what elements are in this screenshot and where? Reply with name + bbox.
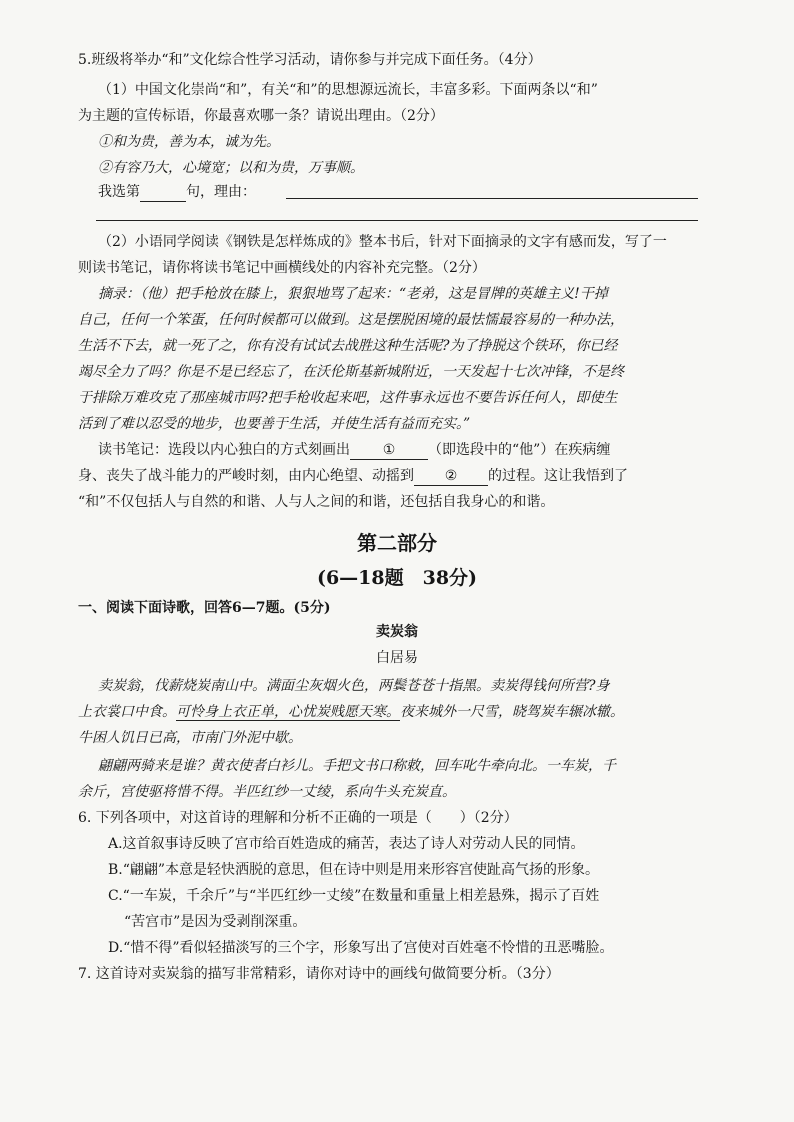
note-blank-1[interactable]: ① [350, 441, 428, 460]
choose-mid: 句，理由： [186, 184, 256, 200]
q5-stem: 5.班级将举办“和”文化综合性学习活动，请你参与并完成下面任务。（4分） [78, 52, 542, 68]
q5-part1-line2: 为主题的宣传标语，你最喜欢哪一条？请说出理由。（2分） [78, 108, 444, 124]
poem-line-3: 牛困人饥日已高，市南门外泥中歇。 [78, 730, 302, 746]
poem-line-2b: 夜来城外一尺雪，晓驾炭车辗冰辙。 [400, 704, 624, 720]
note-line-1 [98, 440, 610, 460]
q5-option1: ①和为贵，善为本，诚为先。 [98, 134, 280, 150]
excerpt-line-5: 于排除万难攻克了那座城市吗?把手枪收起来吧，这件事永远也不要告诉任何人，即使生 [78, 390, 618, 406]
note-line-3: “和”不仅包括人与自然的和谐、人与人之间的和谐，还包括自我身心的和谐。 [78, 494, 555, 510]
q5-part2-line1: （2）小语同学阅读《钢铁是怎样炼成的》整本书后，针对下面摘录的文字有感而发，写了一 [98, 234, 667, 250]
q5-part2-line2: 则读书笔记，请你将读书笔记中画横线处的内容补充完整。（2分） [78, 260, 486, 276]
q6-option-a[interactable]: A.这首叙事诗反映了宫市给百姓造成的痛苦，表达了诗人对劳动人民的同情。 [108, 836, 585, 852]
poem-underlined-sentence: 可怜身上衣正单，心忧炭贱愿天寒。 [176, 704, 400, 720]
q6-option-c-line1[interactable]: C.“一车炭，千余斤”与“半匹红纱一丈绫”在数量和重量上相差悬殊，揭示了百姓 [108, 888, 600, 904]
poem-line-5: 余斤，宫使驱将惜不得。半匹红纱一丈绫，系向牛头充炭直。 [78, 784, 456, 800]
poem-author: 白居易 [376, 650, 418, 666]
q7-stem: 7. 这首诗对卖炭翁的描写非常精彩，请你对诗中的画线句做简要分析。（3分） [78, 966, 560, 982]
q5-choice-row [98, 182, 256, 202]
note-text-2a: 身、丧失了战斗能力的严峻时刻，由内心绝望、动摇到 [78, 468, 414, 484]
excerpt-line-6: 活到了难以忍受的地步，也要善于生活，并使生活有益而充实。” [78, 416, 471, 432]
excerpt-line-4: 竭尽全力了吗？你是不是已经忘了，在沃伦斯基新城附近，一天发起十七次冲锋，不是终 [78, 364, 624, 380]
note-blank-2[interactable]: ② [414, 467, 488, 486]
poem-line-2 [78, 702, 624, 722]
note-line-2 [78, 466, 628, 486]
excerpt-line-3: 生活不下去，就一死了之，你有没有试试去战胜这种生活呢?为了挣脱这个铁环，你已经 [78, 338, 618, 354]
poem-title: 卖炭翁 [376, 624, 418, 640]
excerpt-line-1: 摘录：（他）把手枪放在膝上，狠狠地骂了起来：“老弟，这是冒牌的英雄主义!干掉 [98, 286, 608, 302]
excerpt-line-2: 自己，任何一个笨蛋，任何时候都可以做到。这是摆脱困境的最怯懦最容易的一种办法， [78, 312, 624, 328]
poem-line-4: 翩翩两骑来是谁？黄衣使者白衫儿。手把文书口称敕，回车叱牛牵向北。一车炭，千 [98, 758, 616, 774]
part2-title: 第二部分 [357, 531, 437, 555]
answer-line-1[interactable] [286, 198, 698, 199]
q5-option2: ②有容乃大，心境宽；以和为贵，万事顺。 [98, 160, 364, 176]
note-text-2b: 的过程。这让我悟到了 [488, 468, 628, 484]
poem-line-1: 卖炭翁，伐薪烧炭南山中。满面尘灰烟火色，两鬓苍苍十指黑。卖炭得钱何所营?身 [98, 678, 610, 694]
part2-subtitle: (6—18题 38分) [316, 567, 478, 589]
note-text-1b: （即选段中的“他”）在疾病缠 [428, 442, 611, 458]
choice-blank[interactable] [140, 183, 186, 202]
q6-option-c-line2: “苦宫市”是因为受剥削深重。 [124, 914, 307, 930]
q6-option-d[interactable]: D.“惜不得”看似轻描淡写的三个字，形象写出了宫使对百姓毫不怜惜的丑恶嘴脸。 [108, 940, 614, 956]
poem-line-2a: 上衣裳口中食。 [78, 704, 176, 720]
q5-part1-line1: （1）中国文化崇尚“和”，有关“和”的思想源远流长，丰富多彩。下面两条以“和” [98, 82, 598, 98]
q6-stem: 6. 下列各项中，对这首诗的理解和分析不正确的一项是（ ）（2分） [78, 810, 518, 826]
answer-line-2[interactable] [96, 220, 698, 221]
section1-heading: 一、阅读下面诗歌，回答6—7题。(5分) [78, 600, 331, 616]
note-text-1a: 读书笔记：选段以内心独白的方式刻画出 [98, 442, 350, 458]
q6-option-b[interactable]: B.“翩翩”本意是轻快洒脱的意思，但在诗中则是用来形容宫使趾高气扬的形象。 [108, 862, 600, 878]
choose-prefix: 我选第 [98, 184, 140, 200]
